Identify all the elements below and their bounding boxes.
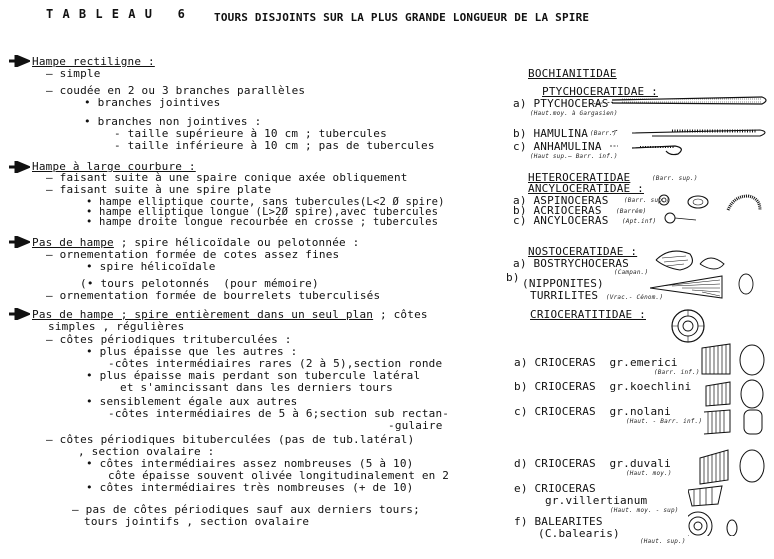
line-taille-inferieure: - taille inférieure à 10 cm ; pas de tubercules xyxy=(114,139,435,152)
anhamulina-sketch xyxy=(630,140,690,158)
line-simple: — simple xyxy=(46,67,101,80)
genus-crioceras-e: e) CRIOCERAS xyxy=(514,482,596,495)
line-spire-plate: — faisant suite à une spire plate xyxy=(46,183,272,196)
line-olivee: côte épaisse souvent olivée longitudinalement en 2 xyxy=(108,469,450,482)
line-bourrelets: — ornementation formée de bourrelets tuberculisés xyxy=(46,289,381,302)
genus-turrilites: TURRILITES xyxy=(530,289,599,302)
genus-note: (Vrac.- Cénom.) xyxy=(606,294,664,301)
line-tres-nombreuses: • côtes intermédiaires très nombreuses (+ de 10) xyxy=(86,481,414,494)
line-pas-de-cotes: — pas de côtes périodiques sauf aux derniers tours; xyxy=(72,503,420,516)
genus-anhamulina: c) ANHAMULINA xyxy=(513,140,602,153)
genus-note: (Barr. sup.) xyxy=(652,175,698,182)
family-crioceratitidae: CRIOCERATITIDAE : xyxy=(530,308,646,321)
line-trituberculees: — côtes périodiques trituberculées : xyxy=(46,333,292,346)
line-cotes-fines: — ornementation formée de cotes assez fines xyxy=(46,248,340,261)
genus-note: (Barr. sup.) xyxy=(624,197,670,204)
genus-acrioceras: b) ACRIOCERAS xyxy=(513,204,602,217)
line-branches-non-jointives: • branches non jointives : xyxy=(84,115,262,128)
section-title: Pas de hampe xyxy=(32,236,114,249)
genus-note: (Barrém) xyxy=(616,208,647,215)
family-bochianitidae: BOCHIANITIDAE xyxy=(528,67,617,80)
line-bituberculees: — côtes périodiques bituberculées (pas de tub.latéral) xyxy=(46,433,415,446)
genus-note: (Haut. sup.) xyxy=(640,538,686,545)
tableau-label: T A B L E A U 6 xyxy=(46,7,186,21)
arrow-icon xyxy=(8,55,30,67)
section-title: Pas de hampe ; spire entièrement dans un seul plan xyxy=(32,308,374,321)
genus-hamulina: b) HAMULINA xyxy=(513,127,589,140)
nostoceratidae-sketch xyxy=(650,240,770,304)
line-cotes-rares: -côtes intermédiaires rares (2 à 5),section ronde xyxy=(108,357,443,370)
line-taille-superieure: - taille supérieure à 10 cm ; tubercules xyxy=(114,127,387,140)
page-title: TOURS DISJOINTS SUR LA PLUS GRANDE LONGUEUR DE LA SPIRE xyxy=(214,11,590,24)
genus-ancyloceras: c) ANCYLOCERAS xyxy=(513,214,609,227)
genus-balearites: f) BALEARITES xyxy=(514,515,603,528)
family-nostoceratidae: NOSTOCERATIDAE : xyxy=(528,245,638,258)
family-ptychoceratidae: PTYCHOCERATIDAE : xyxy=(542,85,658,98)
genus-crioceras-duvali: d) CRIOCERAS gr.duvali xyxy=(514,457,671,470)
genus-note: (Haut sup.– Barr. inf.) xyxy=(530,153,618,160)
ptychoceras-sketch xyxy=(612,92,772,110)
line-hampe-droite: • hampe droite longue recourbée en crosse ; tubercules xyxy=(86,216,439,228)
line-assez-nombreuses: • côtes intermédiaires assez nombreuses (5 à 10) xyxy=(86,457,414,470)
line-gulaire: -gulaire xyxy=(388,419,443,432)
section-title-rest: ; spire hélicoïdale ou pelotonnée : xyxy=(113,236,360,249)
line-perdant-tubercule: • plus épaisse mais perdant son tubercule latéral xyxy=(86,369,421,382)
hamulina-sketch xyxy=(632,122,772,140)
line-amincissant: et s'amincissant dans les derniers tours xyxy=(120,381,393,394)
line-spire-conique: — faisant suite à une spaire conique axée obliquement xyxy=(46,171,408,184)
line-hampe-courte: • hampe elliptique courte, sans tubercules(L<2 Ø spire) xyxy=(86,196,445,208)
genus-nipponites: (NIPPONITES) xyxy=(522,277,604,290)
genus-villertianum: gr.villertianum xyxy=(545,494,648,507)
arrow-icon xyxy=(8,161,30,173)
genus-note: (Haut.moy. à Gargasien) xyxy=(530,110,618,117)
genus-note: (Barr. inf.) xyxy=(654,369,700,376)
line-section-ovalaire: , section ovalaire : xyxy=(78,445,215,458)
arrow-icon xyxy=(8,236,30,248)
genus-note: (Haut. moy.) xyxy=(626,470,672,477)
line-cotes-5-6: -côtes intermédiaires de 5 à 6;section sub rectan- xyxy=(108,407,450,420)
line-plus-epaisse: • plus épaisse que les autres : xyxy=(86,345,298,358)
genus-bostrychoceras: a) BOSTRYCHOCERAS xyxy=(513,257,629,270)
genus-ptychoceras: a) PTYCHOCERAS xyxy=(513,97,609,110)
line-tours-jointifs: tours jointifs , section ovalaire xyxy=(84,515,310,528)
section-title-rest: ; côtes xyxy=(373,308,428,321)
section-hampe-rectiligne: Hampe rectiligne : xyxy=(32,55,155,68)
genus-crioceras-emerici: a) CRIOCERAS gr.emerici xyxy=(514,356,678,369)
family-heteroceratidae: HETEROCERATIDAE xyxy=(528,171,631,184)
genus-b-label: b) xyxy=(506,271,520,284)
line-tours-pelotonnes: (• tours pelotonnés (pour mémoire) xyxy=(80,277,319,290)
section-hampe-large-courbure: Hampe à large courbure : xyxy=(32,160,196,173)
line-spire-helicoidale: • spire hélicoïdale xyxy=(86,260,216,273)
genus-note: (Barr.) xyxy=(590,130,617,137)
line-hampe-longue: • hampe elliptique longue (L>2Ø spire),avec tubercules xyxy=(86,206,439,218)
line-egale: • sensiblement égale aux autres xyxy=(86,395,298,408)
line-branches-jointives: • branches jointives xyxy=(84,96,221,109)
genus-c-balearis: (C.balearis) xyxy=(538,527,620,540)
arrow-icon xyxy=(8,308,30,320)
crioceras-sketches xyxy=(688,340,772,536)
genus-crioceras-koechlini: b) CRIOCERAS gr.koechlini xyxy=(514,380,692,393)
line-coudee: — coudée en 2 ou 3 branches parallèles xyxy=(46,84,306,97)
line-simples-regulieres: simples , régulières xyxy=(48,320,185,333)
ancyloceratidae-sketch xyxy=(656,192,766,228)
genus-crioceras-nolani: c) CRIOCERAS gr.nolani xyxy=(514,405,671,418)
genus-note: (Apt.inf) xyxy=(622,218,657,225)
genus-aspinoceras: a) ASPINOCERAS xyxy=(513,194,609,207)
genus-note: (Haut. moy. - sup) xyxy=(610,507,679,514)
genus-note: (Campan.) xyxy=(614,269,649,276)
genus-note: (Haut. - Barr. inf.) xyxy=(626,418,703,425)
family-ancyloceratidae: ANCYLOCERATIDAE : xyxy=(528,182,644,195)
leader-lines xyxy=(590,100,620,160)
